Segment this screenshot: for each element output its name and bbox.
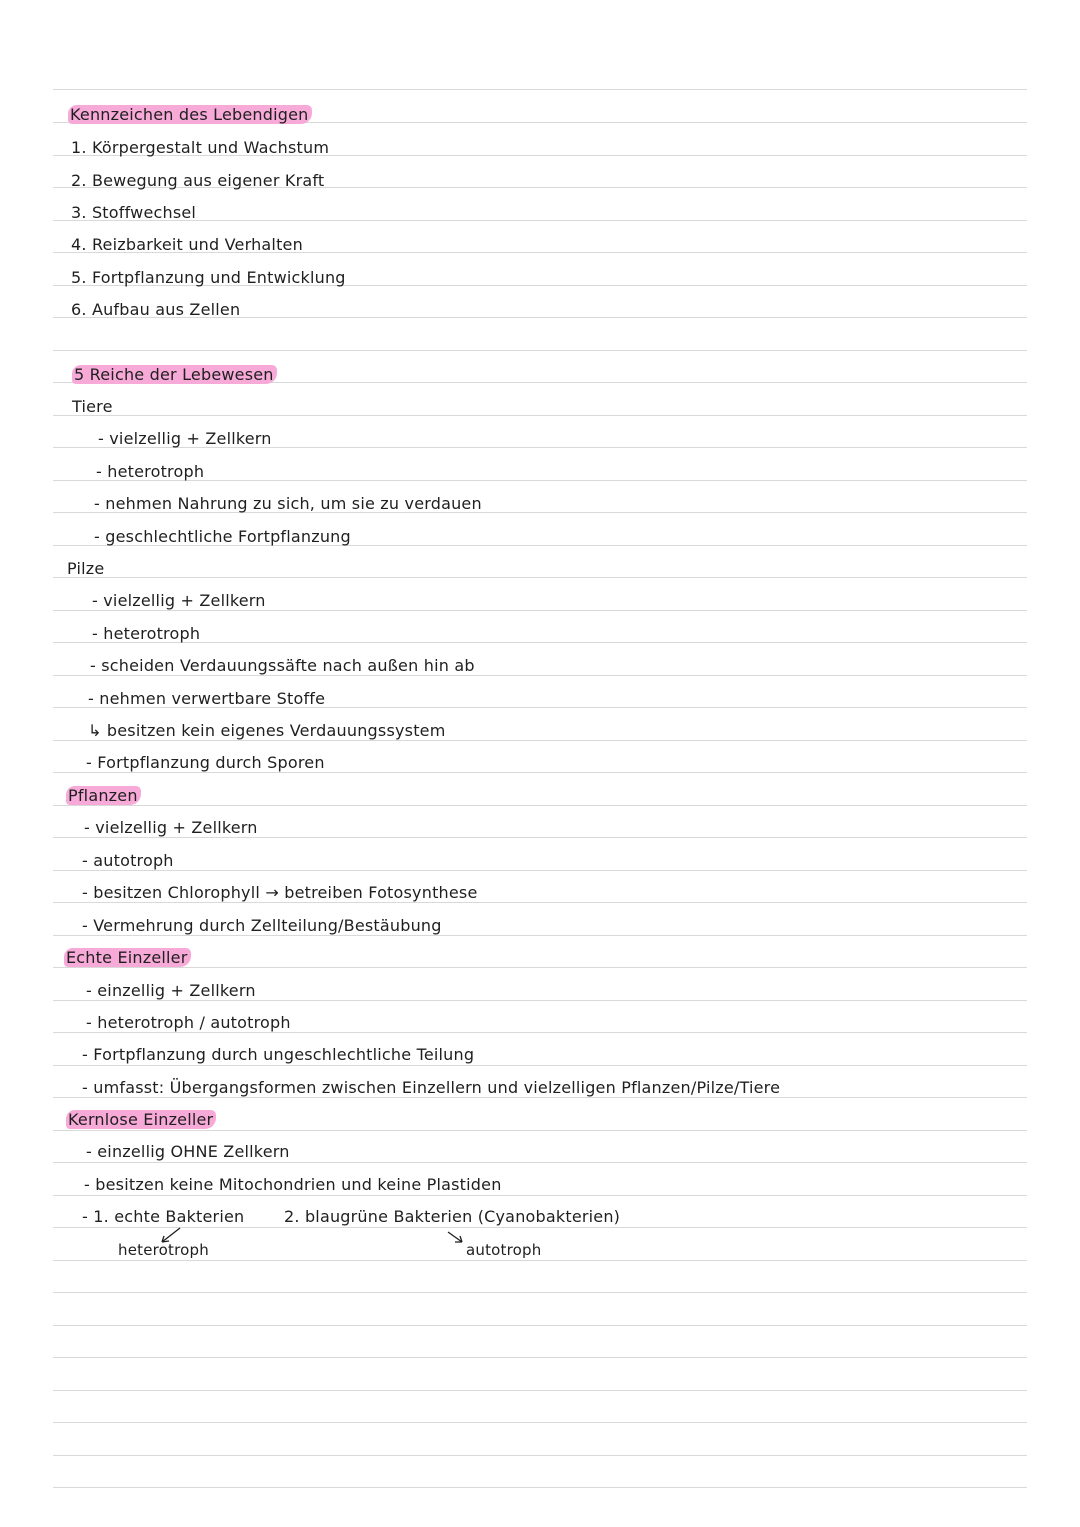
annotation-heterotroph: heterotroph	[118, 1241, 209, 1259]
list-item: 4. Reizbarkeit und Verhalten	[71, 235, 303, 254]
list-item: - Vermehrung durch Zellteilung/Bestäubung	[82, 916, 442, 935]
list-item: 2. Bewegung aus eigener Kraft	[71, 171, 325, 190]
list-item: - geschlechtliche Fortpflanzung	[94, 527, 351, 546]
list-item: - einzellig OHNE Zellkern	[86, 1142, 290, 1161]
list-item: 6. Aufbau aus Zellen	[71, 300, 241, 319]
heading-pflanzen	[66, 785, 141, 807]
list-item-sub: ↳ besitzen kein eigenes Verdauungssystem	[88, 721, 446, 740]
list-item: - Fortpflanzung durch ungeschlechtliche Teilung	[82, 1045, 475, 1064]
highlight-marker: Pflanzen	[66, 786, 141, 805]
ruled-line	[53, 89, 1027, 90]
ruled-line	[53, 967, 1027, 968]
ruled-line	[53, 1325, 1027, 1326]
highlight-marker: Kennzeichen des Lebendigen	[68, 105, 312, 124]
highlight-marker: Kernlose Einzeller	[66, 1110, 216, 1129]
list-item: - vielzellig + Zellkern	[84, 818, 258, 837]
list-item: - einzellig + Zellkern	[86, 981, 256, 1000]
arrow-right-icon: →	[265, 883, 279, 902]
ruled-line	[53, 577, 1027, 578]
list-item: - besitzen Chlorophyll → betreiben Fotosynthese	[82, 883, 478, 902]
ruled-line	[53, 805, 1027, 806]
list-item: - scheiden Verdauungssäfte nach außen hin ab	[90, 656, 475, 675]
ruled-line	[53, 1487, 1027, 1488]
ruled-line	[53, 415, 1027, 416]
list-item: - vielzellig + Zellkern	[92, 591, 266, 610]
ruled-line	[53, 1390, 1027, 1391]
highlight-marker: Echte Einzeller	[64, 948, 191, 967]
list-item: - nehmen verwertbare Stoffe	[88, 689, 326, 708]
annotation-autotroph: autotroph	[466, 1241, 542, 1259]
ruled-line	[53, 1292, 1027, 1293]
list-item: - Fortpflanzung durch Sporen	[86, 753, 325, 772]
highlight-marker: 5 Reiche der Lebewesen	[72, 365, 277, 384]
list-item: 2. blaugrüne Bakterien (Cyanobakterien)	[284, 1207, 621, 1226]
list-item: 5. Fortpflanzung und Entwicklung	[71, 268, 346, 287]
list-item: - heterotroph	[96, 462, 205, 481]
heading-pilze: Pilze	[67, 559, 105, 578]
section-title-kennzeichen	[68, 104, 312, 126]
heading-tiere: Tiere	[72, 397, 113, 416]
list-item: - 1. echte Bakterien	[82, 1207, 245, 1226]
list-item: 3. Stoffwechsel	[71, 203, 197, 222]
list-item: - autotroph	[82, 851, 174, 870]
heading-echte-einzeller	[64, 947, 191, 969]
list-item: - nehmen Nahrung zu sich, um sie zu verdauen	[94, 494, 482, 513]
ruled-line	[53, 350, 1027, 351]
heading-kernlose-einzeller	[66, 1109, 216, 1131]
list-item: - heterotroph	[92, 624, 201, 643]
list-item: - besitzen keine Mitochondrien und keine Plastiden	[84, 1175, 502, 1194]
ruled-line	[53, 1422, 1027, 1423]
list-item: - heterotroph / autotroph	[86, 1013, 291, 1032]
list-item: - umfasst: Übergangsformen zwischen Einzellern und vielzelligen Pflanzen/Pilze/Tiere	[82, 1078, 781, 1097]
ruled-line	[53, 220, 1027, 221]
list-item: 1. Körpergestalt und Wachstum	[71, 138, 330, 157]
ruled-line	[53, 1357, 1027, 1358]
return-arrow-icon: ↳	[88, 721, 102, 740]
section-title-reiche	[72, 364, 277, 386]
list-item: - vielzellig + Zellkern	[98, 429, 272, 448]
arrow-down-right-icon	[444, 1228, 468, 1250]
ruled-line	[53, 870, 1027, 871]
ruled-line	[53, 1455, 1027, 1456]
